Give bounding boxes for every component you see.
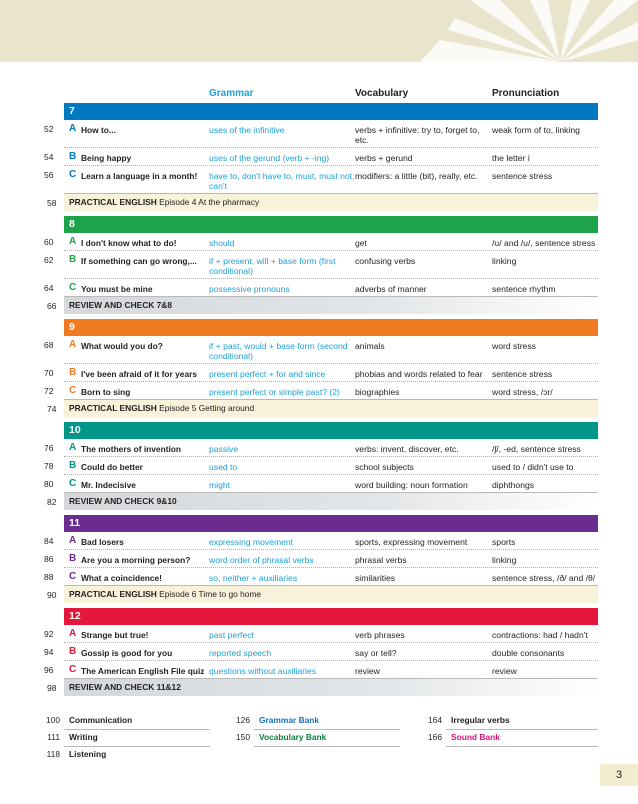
- back-matter-divider: [64, 746, 210, 747]
- review-and-check-row[interactable]: [0, 297, 638, 314]
- back-matter-label: Irregular verbs: [451, 715, 510, 725]
- lesson-vocabulary: similarities: [355, 573, 396, 583]
- lesson-title: What would you do?: [81, 341, 163, 351]
- lesson-title: Are you a morning person?: [81, 555, 191, 565]
- lesson-title: The mothers of invention: [81, 444, 182, 454]
- lesson-pronunciation: double consonants: [492, 648, 565, 658]
- lesson-title: Could do better: [81, 462, 143, 472]
- lesson-row[interactable]: [0, 336, 638, 364]
- lesson-letter: A: [69, 339, 77, 350]
- lesson-page-number: 92: [44, 629, 54, 639]
- lesson-letter: C: [69, 478, 77, 489]
- lesson-row[interactable]: [0, 382, 638, 400]
- lesson-grammar: might: [209, 480, 231, 490]
- lesson-pronunciation: sentence stress: [492, 171, 553, 181]
- lesson-page-number: 70: [44, 368, 54, 378]
- back-matter-label: Listening: [69, 749, 107, 759]
- lesson-row[interactable]: [0, 550, 638, 568]
- extra-label: PRACTICAL ENGLISH: [69, 589, 157, 599]
- extra-page-number: 90: [47, 590, 57, 600]
- lesson-vocabulary: modifiers: a little (bit), really, etc.: [355, 171, 478, 181]
- back-matter-label: Communication: [69, 715, 133, 725]
- back-matter-item[interactable]: [40, 748, 210, 764]
- lesson-letter: B: [69, 553, 77, 564]
- lesson-vocabulary: phrasal verbs: [355, 555, 407, 565]
- lesson-page-number: 72: [44, 386, 54, 396]
- lesson-page-number: 64: [44, 283, 54, 293]
- lesson-page-number: 78: [44, 461, 54, 471]
- lesson-pronunciation: the letter i: [492, 153, 530, 163]
- lesson-letter: C: [69, 664, 77, 675]
- lesson-pronunciation: used to / didn't use to: [492, 462, 574, 472]
- back-matter-page: 111: [47, 732, 60, 742]
- lesson-title: Strange but true!: [81, 630, 149, 640]
- lesson-pronunciation: weak form of to, linking: [492, 125, 580, 135]
- lesson-letter: B: [69, 460, 77, 471]
- lesson-pronunciation: sentence stress: [492, 369, 553, 379]
- extra-page-number: 98: [47, 683, 57, 693]
- extra-box: [64, 297, 598, 314]
- unit-header-12: 12: [64, 608, 598, 625]
- lesson-page-number: 56: [44, 170, 54, 180]
- unit-header-7: 7: [64, 103, 598, 120]
- lesson-grammar: if + past, would + base form (second conditional): [209, 341, 348, 361]
- lesson-vocabulary: adverbs of manner: [355, 284, 427, 294]
- back-matter-label: Writing: [69, 732, 98, 742]
- lesson-grammar: used to: [209, 462, 238, 472]
- lesson-vocabulary: verbs: invent, discover, etc.: [355, 444, 459, 454]
- column-headers: [0, 88, 638, 102]
- lesson-row[interactable]: [0, 233, 638, 251]
- lesson-title: Learn a language in a month!: [81, 171, 198, 181]
- extra-label: REVIEW AND CHECK 7&8: [69, 300, 172, 310]
- pronunciation-column-header: Pronunciation: [492, 88, 560, 99]
- extra-label: REVIEW AND CHECK 11&12: [69, 682, 181, 692]
- lesson-grammar: possessive pronouns: [209, 284, 290, 294]
- extra-label: REVIEW AND CHECK 9&10: [69, 496, 177, 506]
- back-matter-divider: [64, 729, 210, 730]
- extra-text: Episode 4 At the pharmacy: [159, 197, 260, 207]
- lesson-letter: B: [69, 646, 77, 657]
- extra-label: PRACTICAL ENGLISH: [69, 403, 157, 413]
- lesson-page-number: 76: [44, 443, 54, 453]
- practical-english-row[interactable]: [0, 400, 638, 417]
- lesson-letter: A: [69, 442, 77, 453]
- unit-header-8: 8: [64, 216, 598, 233]
- lesson-pronunciation: /ʃ/, -ed, sentence stress: [492, 444, 581, 454]
- lesson-grammar: if + present, will + base form (first conditional): [209, 256, 336, 276]
- practical-english-row[interactable]: [0, 194, 638, 211]
- extra-page-number: 74: [47, 404, 57, 414]
- review-and-check-row[interactable]: [0, 493, 638, 510]
- lesson-row[interactable]: [0, 166, 638, 194]
- back-matter-page: 118: [46, 749, 60, 759]
- extra-box: [64, 194, 598, 211]
- lesson-page-number: 60: [44, 237, 54, 247]
- lesson-letter: C: [69, 169, 77, 180]
- lesson-vocabulary: animals: [355, 341, 385, 351]
- extra-text: Episode 6 Time to go home: [159, 589, 262, 599]
- lesson-pronunciation: word stress, /ɔr/: [492, 387, 553, 397]
- lesson-grammar: uses of the gerund (verb + -ing): [209, 153, 330, 163]
- lesson-grammar: present perfect or simple past? (2): [209, 387, 340, 397]
- lesson-pronunciation: word stress: [492, 341, 536, 351]
- lesson-title: The American English File quiz: [81, 666, 205, 676]
- lesson-title: What a coincidence!: [81, 573, 162, 583]
- sunburst-decoration-icon: [0, 0, 638, 62]
- practical-english-row[interactable]: [0, 586, 638, 603]
- extra-page-number: 58: [47, 198, 57, 208]
- lesson-pronunciation: linking: [492, 555, 517, 565]
- lesson-title: How to...: [81, 125, 116, 135]
- extra-label: PRACTICAL ENGLISH: [69, 197, 157, 207]
- lesson-vocabulary: get: [355, 238, 367, 248]
- lesson-row[interactable]: [0, 661, 638, 679]
- lesson-grammar: uses of the infinitive: [209, 125, 285, 135]
- lesson-letter: B: [69, 254, 77, 265]
- extra-box: [64, 586, 598, 603]
- back-matter-item[interactable]: [230, 731, 400, 747]
- lesson-page-number: 96: [44, 665, 54, 675]
- extra-text: Episode 5 Getting around: [159, 403, 255, 413]
- back-matter-page: 150: [236, 732, 250, 742]
- lesson-pronunciation: sentence stress, /ð/ and /θ/: [492, 573, 596, 583]
- lesson-vocabulary: verbs + gerund: [355, 153, 413, 163]
- table-of-contents: [0, 103, 638, 701]
- lesson-row[interactable]: [0, 148, 638, 166]
- lesson-vocabulary: review: [355, 666, 380, 676]
- back-matter-page: 100: [46, 715, 60, 725]
- lesson-letter: C: [69, 385, 77, 396]
- lesson-letter: A: [69, 236, 77, 247]
- extra-box: [64, 679, 598, 696]
- lesson-letter: A: [69, 628, 77, 639]
- lesson-vocabulary: school subjects: [355, 462, 414, 472]
- lesson-page-number: 54: [44, 152, 54, 162]
- unit-header-11: 11: [64, 515, 598, 532]
- lesson-title: Being happy: [81, 153, 132, 163]
- lesson-vocabulary: word building: noun formation: [355, 480, 468, 490]
- lesson-title: I don't know what to do!: [81, 238, 177, 248]
- lesson-page-number: 52: [44, 124, 54, 134]
- back-matter-page: 166: [428, 732, 442, 742]
- lesson-pronunciation: review: [492, 666, 517, 676]
- lesson-vocabulary: verbs + infinitive: try to, forget to, etc.: [355, 125, 480, 145]
- back-matter-label: Sound Bank: [451, 732, 500, 742]
- back-matter-item[interactable]: [40, 714, 210, 730]
- lesson-row[interactable]: [0, 643, 638, 661]
- lesson-grammar: questions without auxiliaries: [209, 666, 317, 676]
- lesson-pronunciation: sentence rhythm: [492, 284, 556, 294]
- lesson-row[interactable]: [0, 475, 638, 493]
- lesson-title: You must be mine: [81, 284, 153, 294]
- back-matter-item[interactable]: [422, 714, 598, 730]
- lesson-pronunciation: contractions: had / hadn't: [492, 630, 588, 640]
- lesson-title: Bad losers: [81, 537, 124, 547]
- lesson-letter: C: [69, 571, 77, 582]
- back-matter-page: 164: [428, 715, 442, 725]
- back-matter-divider: [446, 729, 598, 730]
- review-and-check-row[interactable]: [0, 679, 638, 696]
- extra-page-number: 82: [47, 497, 57, 507]
- lesson-page-number: 62: [44, 255, 54, 265]
- lesson-title: Born to sing: [81, 387, 131, 397]
- lesson-pronunciation: linking: [492, 256, 517, 266]
- lesson-title: Gossip is good for you: [81, 648, 173, 658]
- lesson-grammar: reported speech: [209, 648, 272, 658]
- lesson-vocabulary: phobias and words related to fear: [355, 369, 483, 379]
- lesson-page-number: 88: [44, 572, 54, 582]
- unit-header-9: 9: [64, 319, 598, 336]
- lesson-row[interactable]: [0, 439, 638, 457]
- lesson-grammar: passive: [209, 444, 239, 454]
- back-matter-divider: [254, 729, 400, 730]
- lesson-letter: B: [69, 151, 77, 162]
- lesson-page-number: 84: [44, 536, 54, 546]
- back-matter-item[interactable]: [40, 731, 210, 747]
- lesson-vocabulary: confusing verbs: [355, 256, 416, 266]
- lesson-pronunciation: sports: [492, 537, 516, 547]
- lesson-row[interactable]: [0, 120, 638, 148]
- lesson-grammar: so, neither + auxiliaries: [209, 573, 298, 583]
- lesson-page-number: 86: [44, 554, 54, 564]
- grammar-column-header: Grammar: [209, 88, 254, 99]
- back-matter-label: Grammar Bank: [259, 715, 320, 725]
- back-matter-label: Vocabulary Bank: [259, 732, 327, 742]
- back-matter-divider: [446, 746, 598, 747]
- lesson-grammar: word order of phrasal verbs: [209, 555, 314, 565]
- lesson-grammar: past perfect: [209, 630, 254, 640]
- lesson-page-number: 94: [44, 647, 54, 657]
- lesson-title: Mr. Indecisive: [81, 480, 136, 490]
- lesson-row[interactable]: [0, 251, 638, 279]
- back-matter-divider: [254, 746, 400, 747]
- lesson-grammar: present perfect + for and since: [209, 369, 326, 379]
- extra-box: [64, 400, 598, 417]
- lesson-grammar: have to, don't have to, must, must not, can't: [209, 171, 355, 191]
- lesson-row[interactable]: [0, 625, 638, 643]
- lesson-vocabulary: sports, expressing movement: [355, 537, 468, 547]
- lesson-letter: A: [69, 123, 77, 134]
- lesson-row[interactable]: [0, 364, 638, 382]
- lesson-row[interactable]: [0, 279, 638, 297]
- lesson-row[interactable]: [0, 568, 638, 586]
- lesson-page-number: 80: [44, 479, 54, 489]
- page-number: 3: [600, 764, 638, 786]
- lesson-letter: C: [69, 282, 77, 293]
- header-decorative-band: [0, 0, 638, 62]
- back-matter-page: 126: [236, 715, 250, 725]
- lesson-pronunciation: /ʊ/ and /u/, sentence stress: [492, 238, 596, 248]
- lesson-grammar: should: [209, 238, 235, 248]
- lesson-vocabulary: verb phrases: [355, 630, 405, 640]
- back-matter-item[interactable]: [422, 731, 598, 747]
- lesson-grammar: expressing movement: [209, 537, 294, 547]
- lesson-row[interactable]: [0, 457, 638, 475]
- lesson-title: If something can go wrong,...: [81, 256, 197, 266]
- back-matter-item[interactable]: [230, 714, 400, 730]
- extra-page-number: 66: [47, 301, 57, 311]
- lesson-pronunciation: diphthongs: [492, 480, 535, 490]
- lesson-letter: A: [69, 535, 77, 546]
- lesson-title: I've been afraid of it for years: [81, 369, 198, 379]
- lesson-row[interactable]: [0, 532, 638, 550]
- extra-box: [64, 493, 598, 510]
- lesson-page-number: 68: [44, 340, 54, 350]
- unit-header-10: 10: [64, 422, 598, 439]
- lesson-letter: B: [69, 367, 77, 378]
- lesson-vocabulary: say or tell?: [355, 648, 397, 658]
- lesson-vocabulary: biographies: [355, 387, 400, 397]
- vocabulary-column-header: Vocabulary: [355, 88, 409, 99]
